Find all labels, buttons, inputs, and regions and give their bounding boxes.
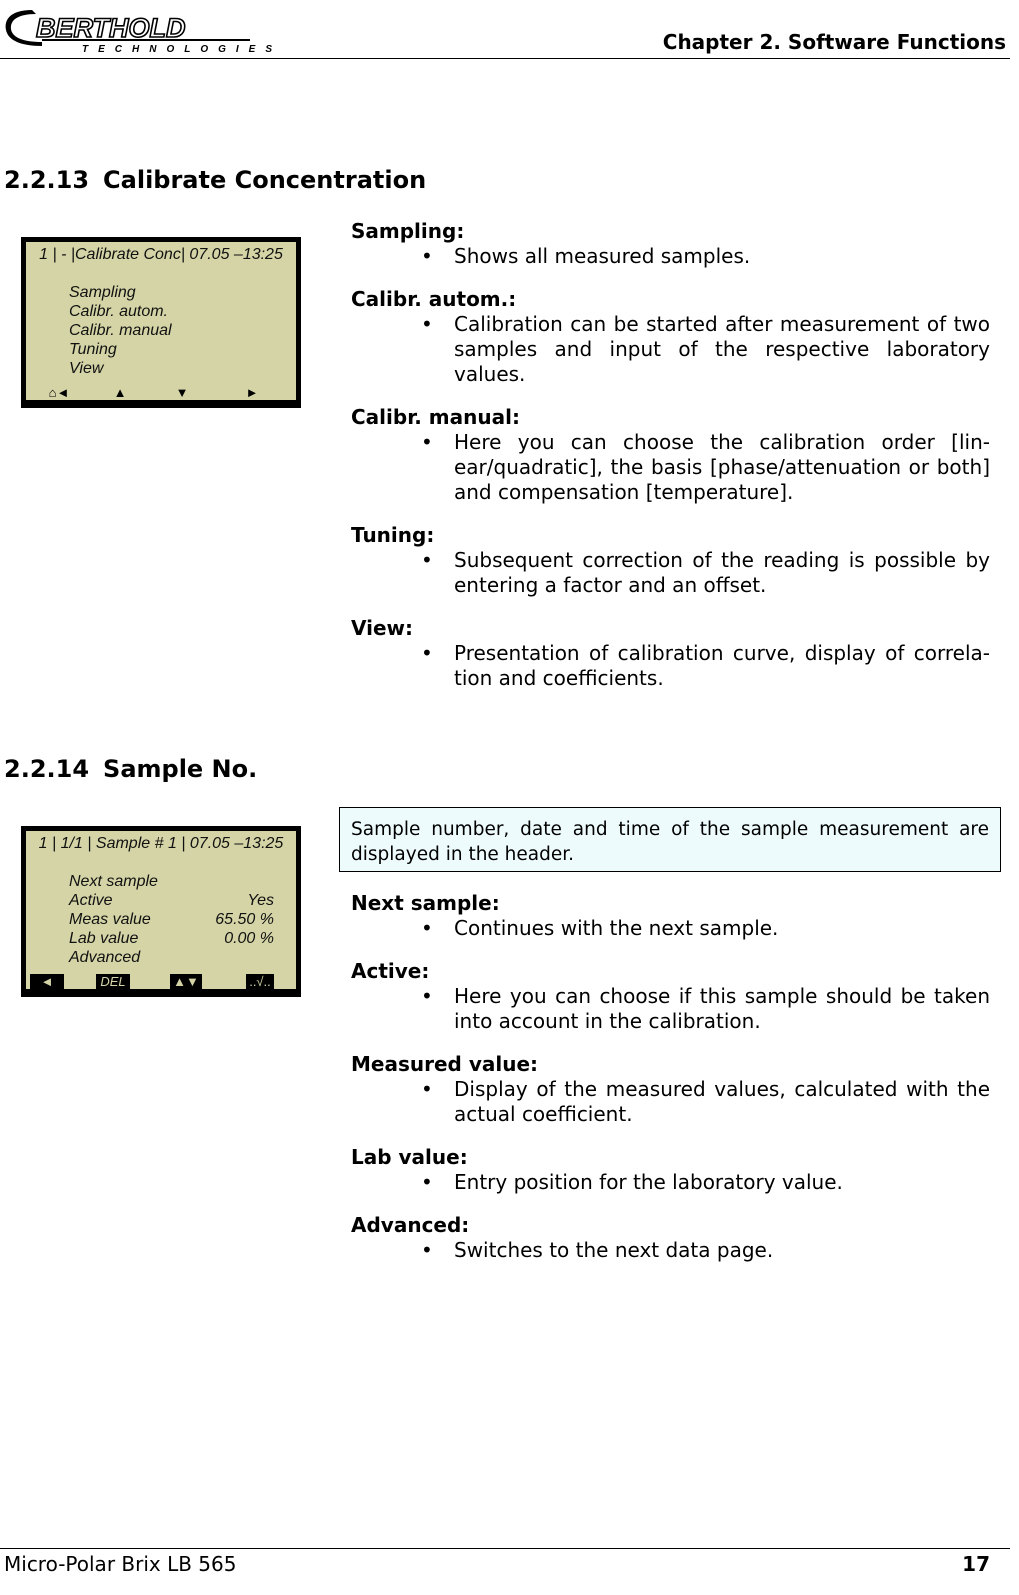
document-title: Micro-Polar Brix LB 565 (4, 1552, 237, 1576)
up-down-key-icon: ▲▼ (170, 974, 202, 989)
calibrate-descriptions (351, 219, 990, 709)
section-heading-calibrate (4, 166, 426, 194)
description-text: Here you can choose the calibration order [lin-ear/quadratic], the basis [phase/attenuation or both] and compensation [temperature]. (454, 430, 990, 504)
bullet-icon: • (421, 641, 433, 665)
description-block (351, 287, 990, 387)
lcd-screen-sample (21, 826, 301, 997)
description-block (351, 1052, 990, 1127)
description-label: View: (351, 616, 414, 640)
page-header (0, 0, 1010, 59)
list-item (351, 548, 990, 598)
description-block (351, 219, 990, 269)
lcd-softkey-bar (26, 972, 296, 992)
lcd-menu-item: Tuning (69, 341, 117, 358)
list-item (351, 1077, 990, 1127)
list-item (351, 1170, 990, 1195)
lcd-display (26, 831, 296, 992)
description-text: Calibration can be started after measurement of two samples and input of the respective laboratory values. (454, 312, 990, 386)
lcd-header: 1 | 1/1 | Sample # 1 | 07.05 –13:25 (38, 835, 284, 852)
lcd-softkey-bar (26, 383, 296, 403)
list-item (351, 430, 990, 505)
bullet-icon: • (421, 312, 433, 336)
list-item (351, 916, 990, 941)
description-block (351, 1145, 990, 1195)
lcd-header: 1 | - |Calibrate Conc| 07.05 –13:25 (39, 246, 283, 263)
bullet-icon: • (421, 548, 433, 572)
list-item (351, 1238, 990, 1263)
del-key: DEL (96, 974, 130, 989)
down-key-icon: ▼ (175, 385, 189, 400)
description-text: Shows all measured samples. (454, 244, 751, 268)
lcd-menu-item: Active (69, 892, 113, 909)
lcd-screen-calibrate (21, 237, 301, 408)
description-text: Entry position for the laboratory value. (454, 1170, 843, 1194)
bullet-icon: • (421, 984, 433, 1008)
description-block (351, 523, 990, 598)
description-label: Advanced: (351, 1213, 470, 1237)
description-text: Subsequent correction of the reading is possible by entering a factor and an offset. (454, 548, 990, 597)
section-heading-sample-no (4, 755, 257, 783)
lcd-menu-item: Calibr. manual (69, 322, 172, 339)
description-block (351, 959, 990, 1034)
header-note-box: Sample number, date and time of the sample measurement are displayed in the header. (339, 807, 1001, 872)
sample-descriptions (351, 891, 990, 1281)
logo-main-text: BERTHOLD (36, 13, 186, 43)
description-block (351, 616, 990, 691)
description-text: Here you can choose if this sample should be taken into account in the calibration. (454, 984, 990, 1033)
bullet-icon: • (421, 244, 433, 268)
lcd-menu-item: Next sample (69, 873, 158, 890)
description-text: Display of the measured values, calculated with the actual coefficient. (454, 1077, 990, 1126)
confirm-key-icon: ..√.. (246, 974, 274, 989)
lcd-menu-item: Lab value (69, 930, 139, 947)
page-footer (0, 1548, 1010, 1589)
bullet-icon: • (421, 916, 433, 940)
berthold-logo (2, 6, 294, 54)
bullet-icon: • (421, 1170, 433, 1194)
section-title: Sample No. (103, 755, 258, 783)
logo-sub-text: TECHNOLOGIES (82, 44, 283, 54)
description-label: Lab value: (351, 1145, 468, 1169)
section-title: Calibrate Concentration (103, 166, 427, 194)
description-label: Calibr. autom.: (351, 287, 517, 311)
description-label: Calibr. manual: (351, 405, 520, 429)
list-item (351, 641, 990, 691)
home-left-key-icon: ⌂◄ (48, 385, 70, 400)
lcd-display (26, 242, 296, 403)
up-key-icon: ▲ (113, 385, 127, 400)
left-key-icon: ◄ (30, 974, 64, 989)
bullet-icon: • (421, 430, 433, 454)
section-number: 2.2.14 (4, 755, 90, 783)
description-label: Next sample: (351, 891, 500, 915)
description-text: Continues with the next sample. (454, 916, 779, 940)
section-number: 2.2.13 (4, 166, 90, 194)
bullet-icon: • (421, 1077, 433, 1101)
lcd-menu-item: Sampling (69, 284, 136, 301)
description-label: Tuning: (351, 523, 435, 547)
lcd-menu-item: Advanced (69, 949, 141, 966)
lcd-menu-item: Meas value (69, 911, 151, 928)
description-label: Measured value: (351, 1052, 539, 1076)
description-label: Sampling: (351, 219, 465, 243)
list-item (351, 984, 990, 1034)
description-block (351, 405, 990, 505)
lcd-value: Yes (247, 892, 274, 909)
right-key-icon: ► (245, 385, 259, 400)
description-block (351, 891, 990, 941)
lcd-menu-item: View (69, 360, 104, 377)
description-label: Active: (351, 959, 430, 983)
description-block (351, 1213, 990, 1263)
description-text: Presentation of calibration curve, display of correla-tion and coefficients. (454, 641, 990, 690)
lcd-value: 0.00 % (224, 930, 274, 947)
list-item (351, 312, 990, 387)
page-number: 17 (962, 1552, 990, 1576)
lcd-value: 65.50 % (215, 911, 274, 928)
description-text: Switches to the next data page. (454, 1238, 774, 1262)
bullet-icon: • (421, 1238, 433, 1262)
chapter-title: Chapter 2. Software Functions (662, 30, 1006, 54)
lcd-menu-item: Calibr. autom. (69, 303, 168, 320)
list-item (351, 244, 990, 269)
